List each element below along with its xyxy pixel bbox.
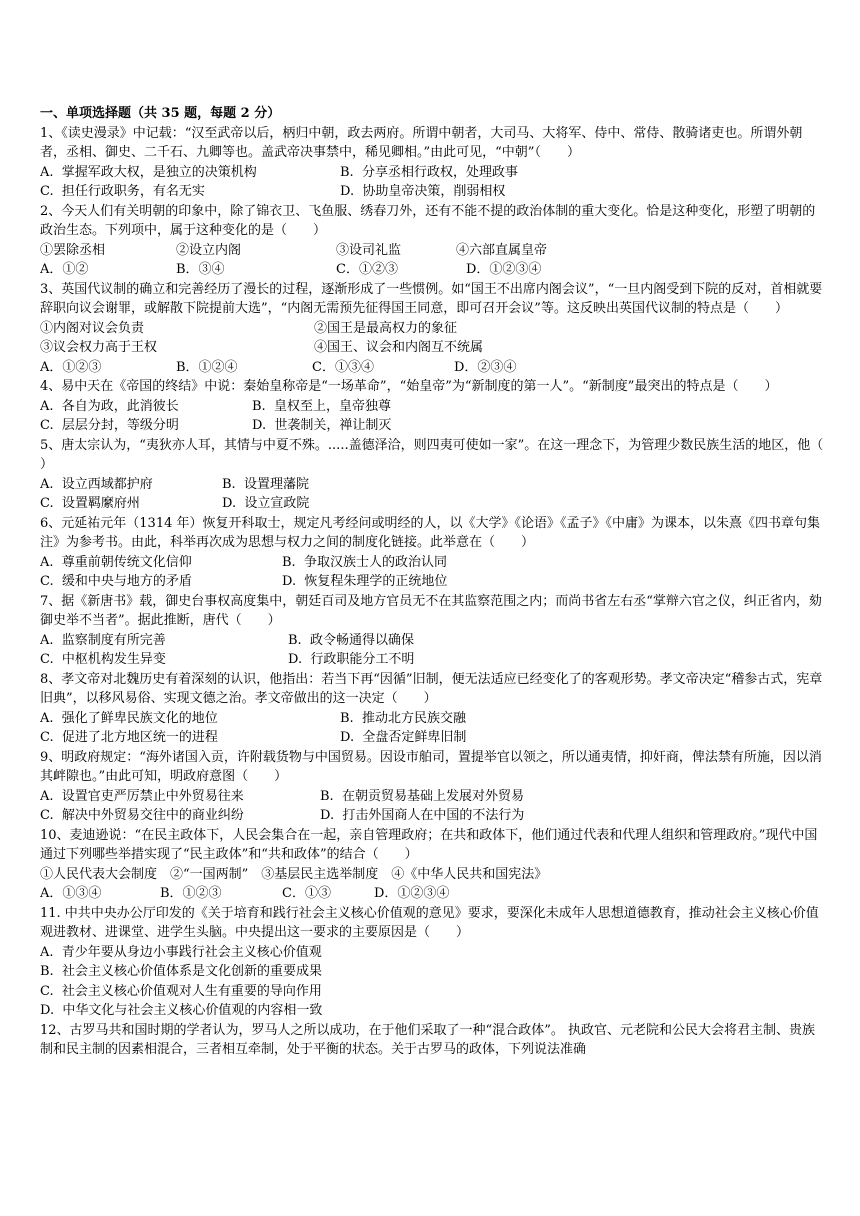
question-7-option-d: D. 行政职能分工不明 — [288, 652, 415, 667]
question-6-option-a: A. 尊重前朝传统文化信仰 — [40, 554, 192, 570]
question-3-options-row — [40, 358, 824, 378]
question-3-option-b: B．①②④ — [176, 359, 238, 375]
question-4-options-row-1 — [40, 397, 824, 417]
exam-document — [40, 104, 850, 1060]
question-3-option-d: D．②③④ — [454, 359, 517, 375]
question-8-options-row-2 — [40, 728, 824, 748]
question-2-option-a: A．①② — [40, 262, 89, 277]
question-5-option-a: A. 设立西域都护府 — [40, 476, 153, 492]
question-1-options-row-1 — [40, 163, 824, 183]
question-3-option-a: A．①②③ — [40, 359, 102, 375]
question-9-stem: 9、明政府规定：“海外诸国入贡，许附载货物与中国贸易。因设市舶司，置提举官以领之，所以通夷情，抑奸商，俾法禁有所施，因以消其衅隙也。”由此可知，明政府意图（ ） — [40, 749, 822, 784]
question-7-option-c: C. 中枢机构发生异变 — [40, 652, 166, 667]
question-1-options-row-2 — [40, 182, 824, 202]
question-9-option-c: C. 解决中外贸易交往中的商业纠纷 — [40, 808, 244, 823]
question-7-options-row-2 — [40, 650, 824, 670]
question-2-options-row — [40, 260, 824, 280]
question-9-options-row-1 — [40, 787, 824, 807]
question-5-option-b: B. 设置理藩院 — [222, 476, 309, 492]
section-title: 一、单项选择题（共 35 题，每题 2 分） — [40, 106, 281, 121]
question-11-option-a: A. 青少年要从身边小事践行社会主义核心价值观 — [40, 944, 322, 960]
question-8-stem: 8、孝文帝对北魏历史有着深刻的认识，他指出：若当下再“因循”旧制，便无法适应已经变化了的客观形势。孝文帝决定“稽参古式，宪章旧典”，以移风易俗、实现文德之治。孝文帝做出的这一决定（ ） — [40, 671, 823, 706]
question-8-option-a: A. 强化了鲜卑民族文化的地位 — [40, 710, 218, 726]
question-1-option-a: A. 掌握军政大权，是独立的决策机构 — [40, 164, 257, 180]
question-9-options-row-2 — [40, 806, 824, 826]
question-2-stem: 2、今天人们有关明朝的印象中，除了锦衣卫、飞鱼服、绣春刀外，还有不能不提的政治体制的重大变化。恰是这种变化，形塑了明朝的政治生态。下列项中，属于这种变化的是（ ） — [40, 203, 816, 238]
question-5-option-c: C. 设置羁縻府州 — [40, 496, 140, 511]
question-6-stem: 6、元延祐元年（1314 年）恢复开科取士，规定凡考经问或明经的人，以《大学》《论语》《孟子》《中庸》为课本，以朱熹《四书章句集注》为参考书。由此，科举再次成为思想与权力之间的制度化链接。此举意在（ ） — [40, 515, 820, 550]
question-1-option-c: C. 担任行政职务，有名无实 — [40, 184, 205, 199]
question-8-option-c: C. 促进了北方地区统一的进程 — [40, 730, 218, 745]
question-7-option-a: A. 监察制度有所完善 — [40, 632, 166, 648]
question-5-options-row-2 — [40, 494, 824, 514]
question-4-option-d: D. 世袭制关，禅让制灭 — [252, 418, 392, 433]
question-4-options-row-2 — [40, 416, 824, 436]
question-11-option-d: D. 中华文化与社会主义核心价值观的内容相一致 — [40, 1003, 323, 1018]
question-2-item-2: ②设立内阁 — [176, 242, 242, 258]
question-3-stem: 3、英国代议制的确立和完善经历了漫长的过程，逐渐形成了一些惯例。如“国王不出席内阁会议”，“一旦内阁受到下院的反对，首相就要辞职向议会谢罪，或解散下院提前大选”，“内阁无需预先征得国王同意，即可召开会议”等。这反映出英国代议制的特点是（ ） — [40, 281, 823, 316]
question-3-items-row-2 — [40, 338, 824, 358]
question-6-options-row-2 — [40, 572, 824, 592]
question-4-option-a: A. 各自为政，此消彼长 — [40, 398, 179, 414]
question-2-item-4: ④六部直属皇帝 — [456, 242, 548, 258]
question-2-item-1: ①罢除丞相 — [40, 242, 106, 258]
question-4-option-c: C. 层层分封，等级分明 — [40, 418, 179, 433]
question-6-option-c: C. 缓和中央与地方的矛盾 — [40, 574, 192, 589]
question-3-item-3: ③议会权力高于王权 — [40, 340, 158, 355]
question-2-option-b: B．③④ — [176, 262, 225, 277]
question-6-options-row-1 — [40, 553, 824, 573]
question-3-item-1: ①内阁对议会负责 — [40, 320, 145, 336]
question-2-item-3: ③设司礼监 — [336, 242, 402, 258]
question-3-option-c: C．①③④ — [312, 359, 374, 375]
question-7-stem: 7、据《新唐书》载，御史台事权高度集中，朝廷百司及地方官员无不在其监察范围之内；而尚书省左右丞“掌辩六官之仪，纠正省内，劾御史举不当者”。据此推断，唐代（ ） — [40, 593, 822, 628]
question-3-item-2: ②国王是最高权力的象征 — [314, 320, 458, 336]
question-8-options-row-1 — [40, 709, 824, 729]
question-12-stem: 12、古罗马共和国时期的学者认为，罗马人之所以成功，在于他们采取了一种“混合政体”。 执政官、元老院和公民大会将君主制、贵族制和民主制的因素相混合，三者相互牵制，处于平衡的状态。关于古罗马的政体，下列说法准确 — [40, 1022, 815, 1057]
question-6-option-d: D. 恢复程朱理学的正统地位 — [282, 574, 448, 589]
question-10-option-a: A．①③④ — [40, 886, 102, 901]
question-10-items: ①人民代表大会制度 ②“一国两制” ③基层民主选举制度 ④《中华人民共和国宪法》 — [40, 866, 548, 882]
question-9-option-a: A. 设置官吏严厉禁止中外贸易往来 — [40, 788, 244, 804]
question-4-stem: 4、易中天在《帝国的终结》中说：秦始皇称帝是“一场革命”，“始皇帝”为“新制度的第一人”。“新制度”最突出的特点是（ ） — [40, 379, 778, 394]
question-10-options-row — [40, 884, 824, 904]
question-9-option-b: B. 在朝贡贸易基础上发展对外贸易 — [320, 788, 524, 804]
question-7-options-row-1 — [40, 631, 824, 651]
question-6-option-b: B. 争取汉族士人的政治认同 — [282, 554, 447, 570]
question-4-option-b: B. 皇权至上，皇帝独尊 — [252, 398, 391, 414]
question-5-option-d: D. 设立宣政院 — [222, 496, 310, 511]
question-11-option-b: B. 社会主义核心价值体系是文化创新的重要成果 — [40, 964, 322, 979]
question-11-option-c: C. 社会主义核心价值观对人生有重要的导向作用 — [40, 983, 322, 999]
question-5-options-row-1 — [40, 475, 824, 495]
question-8-option-b: B. 推动北方民族交融 — [340, 710, 466, 726]
question-3-items-row-1 — [40, 319, 824, 339]
question-10-stem: 10、麦迪逊说：“在民主政体下，人民会集合在一起，亲自管理政府；在共和政体下，他们通过代表和代理人组织和管理政府。”现代中国通过下列哪些举措实现了“民主政体”和“共和政体”的结合（ ） — [40, 827, 818, 862]
question-2-option-d: D．①②③④ — [466, 262, 542, 277]
question-3-item-4: ④国王、议会和内阁互不统属 — [314, 340, 484, 355]
question-9-option-d: D. 打击外国商人在中国的不法行为 — [320, 808, 525, 823]
question-10-option-c: C．①③ — [282, 886, 331, 901]
question-10-option-d: D．①②③④ — [374, 886, 450, 901]
question-8-option-d: D. 全盘否定鲜卑旧制 — [340, 730, 467, 745]
question-2-option-c: C．①②③ — [336, 262, 398, 277]
question-11-stem: 11. 中共中央办公厅印发的《关于培育和践行社会主义核心价值观的意见》要求，要深化未成年人思想道德教育，推动社会主义核心价值观进教材、进课堂、进学生头脑。中央提出这一要求的主要原因是（ ） — [40, 905, 819, 940]
question-10-option-b: B．①②③ — [160, 886, 222, 901]
question-2-items-row — [40, 241, 824, 261]
question-1-stem: 1、《读史漫录》中记载：“汉至武帝以后，柄归中朝，政去两府。所谓中朝者，大司马、大将军、侍中、常侍、散骑诸吏也。所谓外朝者，丞相、御史、二千石、九卿等也。盖武帝决事禁中，稀见卿相。”由此可见，“中朝”（ ） — [40, 125, 803, 160]
question-7-option-b: B. 政令畅通得以确保 — [288, 632, 414, 648]
question-1-option-d: D. 协助皇帝决策，削弱相权 — [340, 184, 506, 199]
question-5-stem: 5、唐太宗认为，“夷狄亦人耳，其情与中夏不殊。.....盖德泽洽，则四夷可使如一家”。在这一理念下，为管理少数民族生活的地区，他（ ） — [40, 437, 850, 472]
question-1-option-b: B. 分享丞相行政权，处理政事 — [340, 164, 518, 180]
